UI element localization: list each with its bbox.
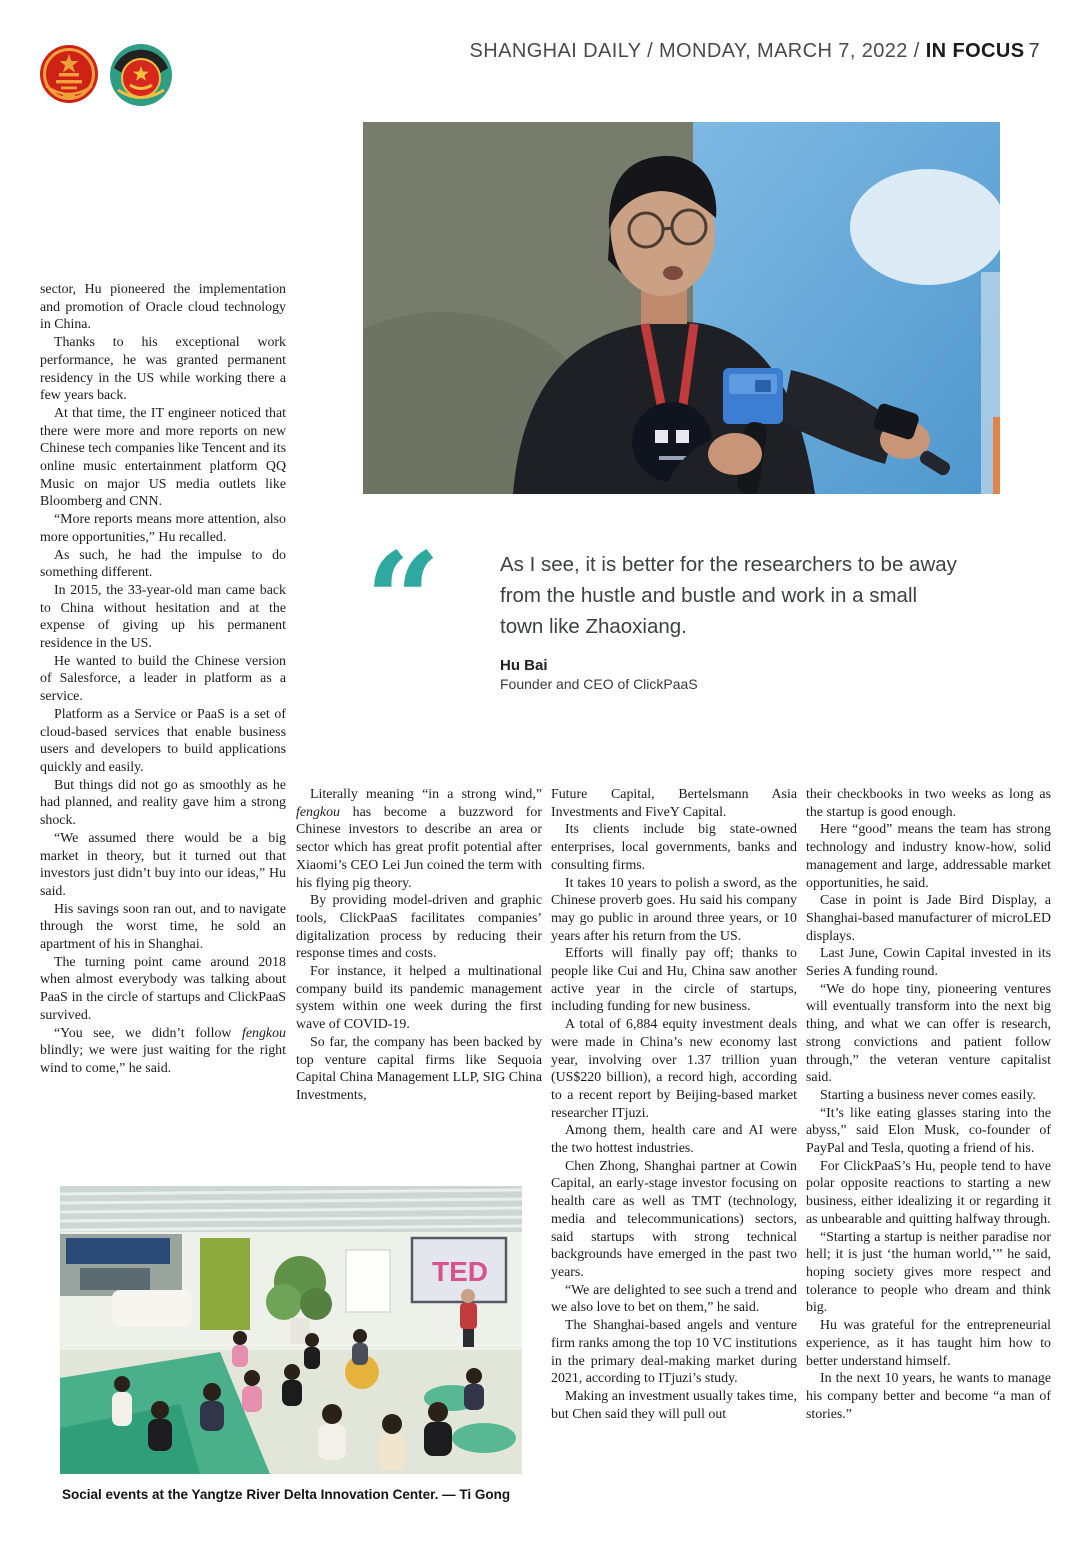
page-number: 7 [1028,40,1040,62]
social-events-photo [60,1186,522,1474]
masthead [470,40,1040,63]
article-paragraph: “It’s like eating glasses staring into the abyss,” said Elon Musk, co-founder of PayPal and Tesla, quoting a friend of his. [806,1105,1051,1157]
article-paragraph: As such, he had the impulse to do something different. [40,547,286,581]
article-paragraph: For instance, it helped a multinational company build its pandemic management system within one week during the first wave of COVID-19. [296,964,542,1033]
speaker-photo [363,122,1000,494]
cppcc-emblem-icon [108,42,174,113]
article-paragraph: Among them, health care and AI were the two hottest industries. [551,1123,797,1157]
article-paragraph: Hu was grateful for the entrepreneurial experience, as it has taught him how to better understand himself. [806,1318,1051,1369]
article-paragraph: By providing model-driven and graphic tools, ClickPaaS facilitates companies’ digitalization process by reducing their response times and costs. [296,893,542,962]
article-paragraph: Last June, Cowin Capital invested in its Series A funding round. [806,946,1051,980]
pull-quote [363,524,1000,693]
article-paragraph: Making an investment usually takes time, but Chen said they will pull out [551,1388,797,1422]
article-paragraph: their checkbooks in two weeks as long as the startup is good enough. [806,787,1051,820]
article-paragraph: Literally meaning “in a strong wind,” fengkou has become a buzzword for Chinese investors to describe an area or sector which has great profit potential after Xiaomi’s CEO Lei Jun coined the term with his flying pig theory. [296,787,542,891]
article-paragraph: Here “good” means the team has strong technology and industry know-how, solid management and large, addressable market opportunities, he said. [806,822,1051,891]
masthead-text: SHANGHAI DAILY / MONDAY, MARCH 7, 2022 / [469,40,926,62]
article-paragraph: sector, Hu pioneered the implementation and promotion of Oracle cloud technology in China. [40,282,286,333]
article-paragraph: Thanks to his exceptional work performance, he was granted permanent residency in the US while working there a few years back. [40,335,286,404]
article-paragraph: Platform as a Service or PaaS is a set of cloud-based services that enable business users and developers to build applications quickly and easily. [40,706,286,775]
article-paragraph: He wanted to build the Chinese version of Salesforce, a leader in platform as a service. [40,653,286,705]
quote-author: Hu Bai [500,657,548,675]
article-paragraph: Its clients include big state-owned enterprises, local governments, banks and consulting firms. [551,822,797,873]
article-paragraph: “Starting a startup is neither paradise nor hell; it is just ‘the human world,’” he said, hoping society gives more respect and tolerance to people who dream and think big. [806,1229,1051,1316]
article-column-3 [551,786,797,1423]
article-paragraph: For ClickPaaS’s Hu, people tend to have polar opposite reactions to starting a new business, either idealizing it or regarding it as unbearable and quitting halfway through. [806,1158,1051,1227]
article-column-4 [806,786,1051,1423]
article-paragraph: His savings soon ran out, and to navigate through the worst time, he sold an apartment of his in Shanghai. [40,901,286,953]
screen-text: TED [432,1256,488,1287]
article-paragraph: “We do hope tiny, pioneering ventures will eventually transform into the next big thing, and what we can offer is research, strong convictions and patient follow through,” the veteran venture capitalist said. [806,981,1051,1086]
article-paragraph: It takes 10 years to polish a sword, as the Chinese proverb goes. Hu said his company may go public in around three years, or 10 years after his return from the US. [551,875,797,944]
article-paragraph: The Shanghai-based angels and venture firm ranks among the top 10 VC institutions in the primary deal-making market during 2021, according to ITjuzi’s study. [551,1318,797,1387]
article-paragraph: Future Capital, Bertelsmann Asia Investments and FiveY Capital. [551,787,797,820]
article-paragraph: A total of 6,884 equity investment deals were made in China’s new economy last year, involving over 1.37 trillion yuan (US$220 billion), a record high, according to a recent report by Beijing-based market researcher ITjuzi. [551,1017,797,1121]
article-paragraph: So far, the company has been backed by top venture capital firms like Sequoia Capital China Management LLP, SIG China Investments, [296,1034,542,1103]
quote-text: As I see, it is better for the researchers to be away from the hustle and bustle and work in a small town like Zhaoxiang. [500,553,957,638]
article-paragraph: “More reports means more attention, also more opportunities,” Hu recalled. [40,512,286,545]
quote-author-title: Founder and CEO of ClickPaaS [500,676,698,693]
article-paragraph: “We are delighted to see such a trend and we also love to bet on them,” he said. [551,1282,797,1316]
article-paragraph: “We assumed there would be a big market in theory, but it turned out that investors just didn’t buy into our ideas,” Hu said. [40,830,286,899]
article-column-2 [296,786,542,1105]
quote-mark-icon: “ [365,524,441,679]
article-paragraph: Chen Zhong, Shanghai partner at Cowin Capital, an early-stage investor focusing on health care as well as TMT (technology, media and telecommunications) sectors, said startups with strong technical backgrounds have emerged in the past two years. [551,1158,797,1280]
photo-caption: Social events at the Yangtze River Delta Innovation Center. — Ti Gong [62,1487,511,1502]
article-column-1 [40,281,286,1078]
article-paragraph: Efforts will finally pay off; thanks to people like Cui and Hu, China saw another active year in the circle of startups, including funding for new business. [551,946,797,1015]
article-paragraph: “You see, we didn’t follow fengkou blindly; we were just waiting for the right wind to come,” he said. [40,1025,286,1076]
section-title: IN FOCUS [925,40,1025,62]
article-paragraph: Case in point is Jade Bird Display, a Shanghai-based manufacturer of microLED displays. [806,893,1051,944]
article-paragraph: In 2015, the 33-year-old man came back to China without hesitation and at the expense of giving up his permanent residence in the US. [40,582,286,652]
article-paragraph: In the next 10 years, he wants to manage his company better and become “a man of stories.” [806,1371,1051,1422]
article-paragraph: Starting a business never comes easily. [820,1087,1036,1103]
article-paragraph: But things did not go as smoothly as he had planned, and reality gave him a strong shock. [40,777,286,829]
prc-national-emblem-icon [38,42,100,113]
article-paragraph: The turning point came around 2018 when almost everybody was talking about PaaS in the circle of startups and ClickPaaS survived. [40,954,286,1023]
article-paragraph: At that time, the IT engineer noticed that there were more and more reports on new Chinese tech companies like Tencent and its online music entertainment platform QQ Music on major US media outlets like Bloomberg and CNN. [40,405,286,510]
